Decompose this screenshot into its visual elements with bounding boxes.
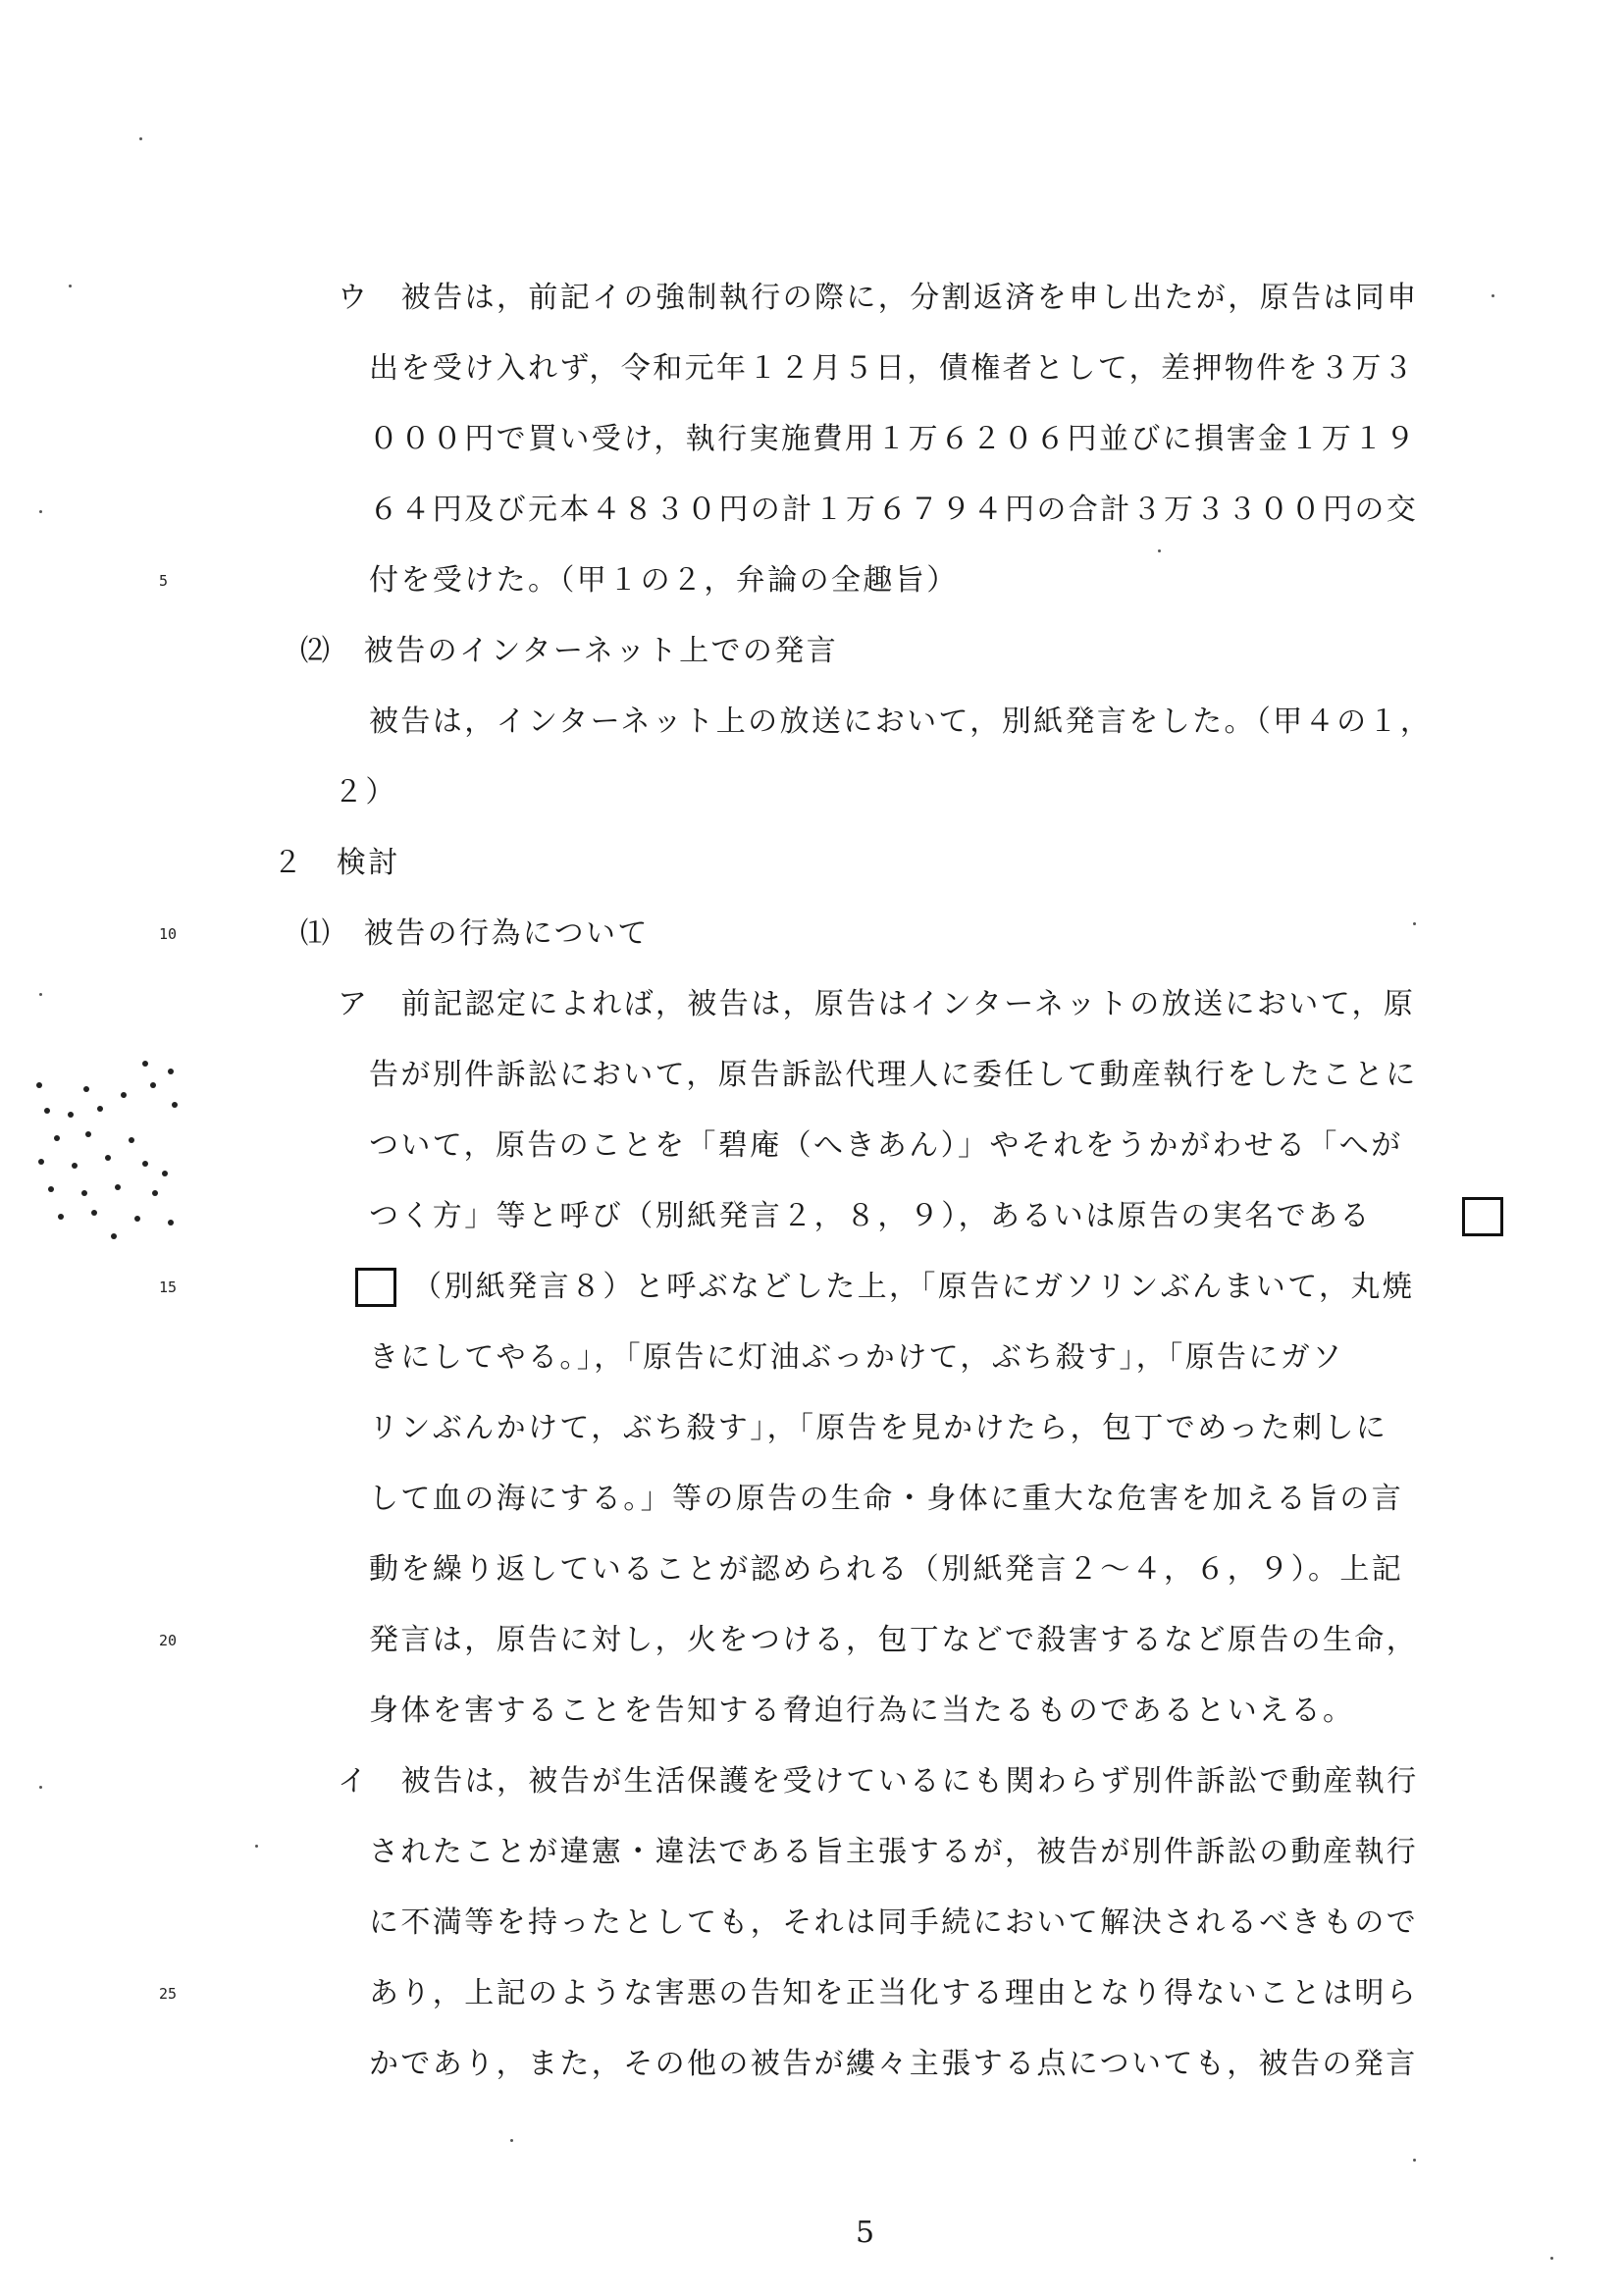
scan-speck xyxy=(139,137,142,140)
section-heading: ２ 検討 xyxy=(273,846,400,880)
text-line: ア 前記認定によれば，被告は，原告はインターネットの放送において，原 xyxy=(338,987,1416,1021)
scan-speck xyxy=(510,2139,513,2142)
line-number: 15 xyxy=(159,1278,178,1296)
scan-speck xyxy=(1158,549,1161,552)
line-number: 5 xyxy=(159,572,169,590)
redaction-box xyxy=(355,1268,396,1307)
scan-dot-pattern xyxy=(27,1056,194,1242)
text-line: あり，上記のような害悪の告知を正当化する理由となり得ないことは明ら xyxy=(369,1976,1419,2010)
text-line: に不満等を持ったとしても，それは同手続において解決されるべきもので xyxy=(369,1905,1419,1940)
scan-speck xyxy=(39,1786,42,1789)
scan-speck xyxy=(39,993,42,996)
text-line: ６４円及び元本４８３０円の計１万６７９４円の合計３万３３００円の交 xyxy=(369,493,1419,527)
text-line: リンぶんかけて，ぶち殺す」，「原告を見かけたら，包丁でめった刺しに xyxy=(369,1411,1388,1445)
scan-speck xyxy=(1413,2159,1416,2162)
page-number: 5 xyxy=(856,2216,875,2250)
text-line: きにしてやる。」，「原告に灯油ぶっかけて，ぶち殺す」，「原告にガソ xyxy=(369,1340,1344,1375)
line-number: 20 xyxy=(159,1632,178,1649)
text-line: 動を繰り返していることが認められる（別紙発言２～４，６，９）。上記 xyxy=(369,1552,1404,1587)
section-heading: ⑴ 被告の行為について xyxy=(300,916,650,951)
text-line: 告が別件訴訟において，原告訴訟代理人に委任して動産執行をしたことに xyxy=(369,1058,1418,1092)
text-line: ついて，原告のことを「碧庵（へきあん）」やそれをうかがわせる「へが xyxy=(369,1128,1403,1163)
line-number: 10 xyxy=(159,925,178,943)
text-line: ２） xyxy=(334,775,397,809)
redaction-box xyxy=(1462,1197,1503,1236)
text-line: ウ 被告は，前記イの強制執行の際に，分割返済を申し出たが，原告は同申 xyxy=(338,281,1419,315)
scan-speck xyxy=(255,1845,258,1848)
scan-speck xyxy=(1413,922,1416,925)
text-line: 出を受け入れず，令和元年１２月５日，債権者として，差押物件を３万３ xyxy=(369,351,1416,386)
text-line: 身体を害することを告知する脅迫行為に当たるものであるといえる。 xyxy=(369,1694,1355,1728)
text-line: かであり，また，その他の被告が縷々主張する点についても，被告の発言 xyxy=(369,2047,1418,2081)
text-line: 付を受けた。（甲１の２，弁論の全趣旨） xyxy=(369,563,959,598)
line-number: 25 xyxy=(159,1985,178,2003)
text-line: 被告は，インターネット上の放送において，別紙発言をした。（甲４の１， xyxy=(369,704,1433,739)
section-heading: ⑵ 被告のインターネット上での発言 xyxy=(300,634,839,668)
text-line: イ 被告は，被告が生活保護を受けているにも関わらず別件訴訟で動産執行 xyxy=(338,1764,1419,1799)
scan-speck xyxy=(69,285,72,287)
scan-speck xyxy=(39,510,42,513)
text-line: されたことが違憲・違法である旨主張するが，被告が別件訴訟の動産執行 xyxy=(369,1835,1419,1869)
scan-speck xyxy=(1550,2257,1553,2260)
text-line: つく方」等と呼び（別紙発言２，８，９），あるいは原告の実名である xyxy=(369,1199,1372,1233)
text-line: 発言は，原告に対し，火をつける，包丁などで殺害するなど原告の生命， xyxy=(369,1623,1419,1657)
text-line: （別紙発言８）と呼ぶなどした上，「原告にガソリンぶんまいて，丸焼 xyxy=(412,1270,1415,1304)
text-line: して血の海にする。」等の原告の生命・身体に重大な危害を加える旨の言 xyxy=(369,1482,1404,1516)
text-line: ０００円で買い受け，執行実施費用１万６２０６円並びに損害金１万１９ xyxy=(369,422,1417,456)
scan-speck xyxy=(1492,294,1494,297)
